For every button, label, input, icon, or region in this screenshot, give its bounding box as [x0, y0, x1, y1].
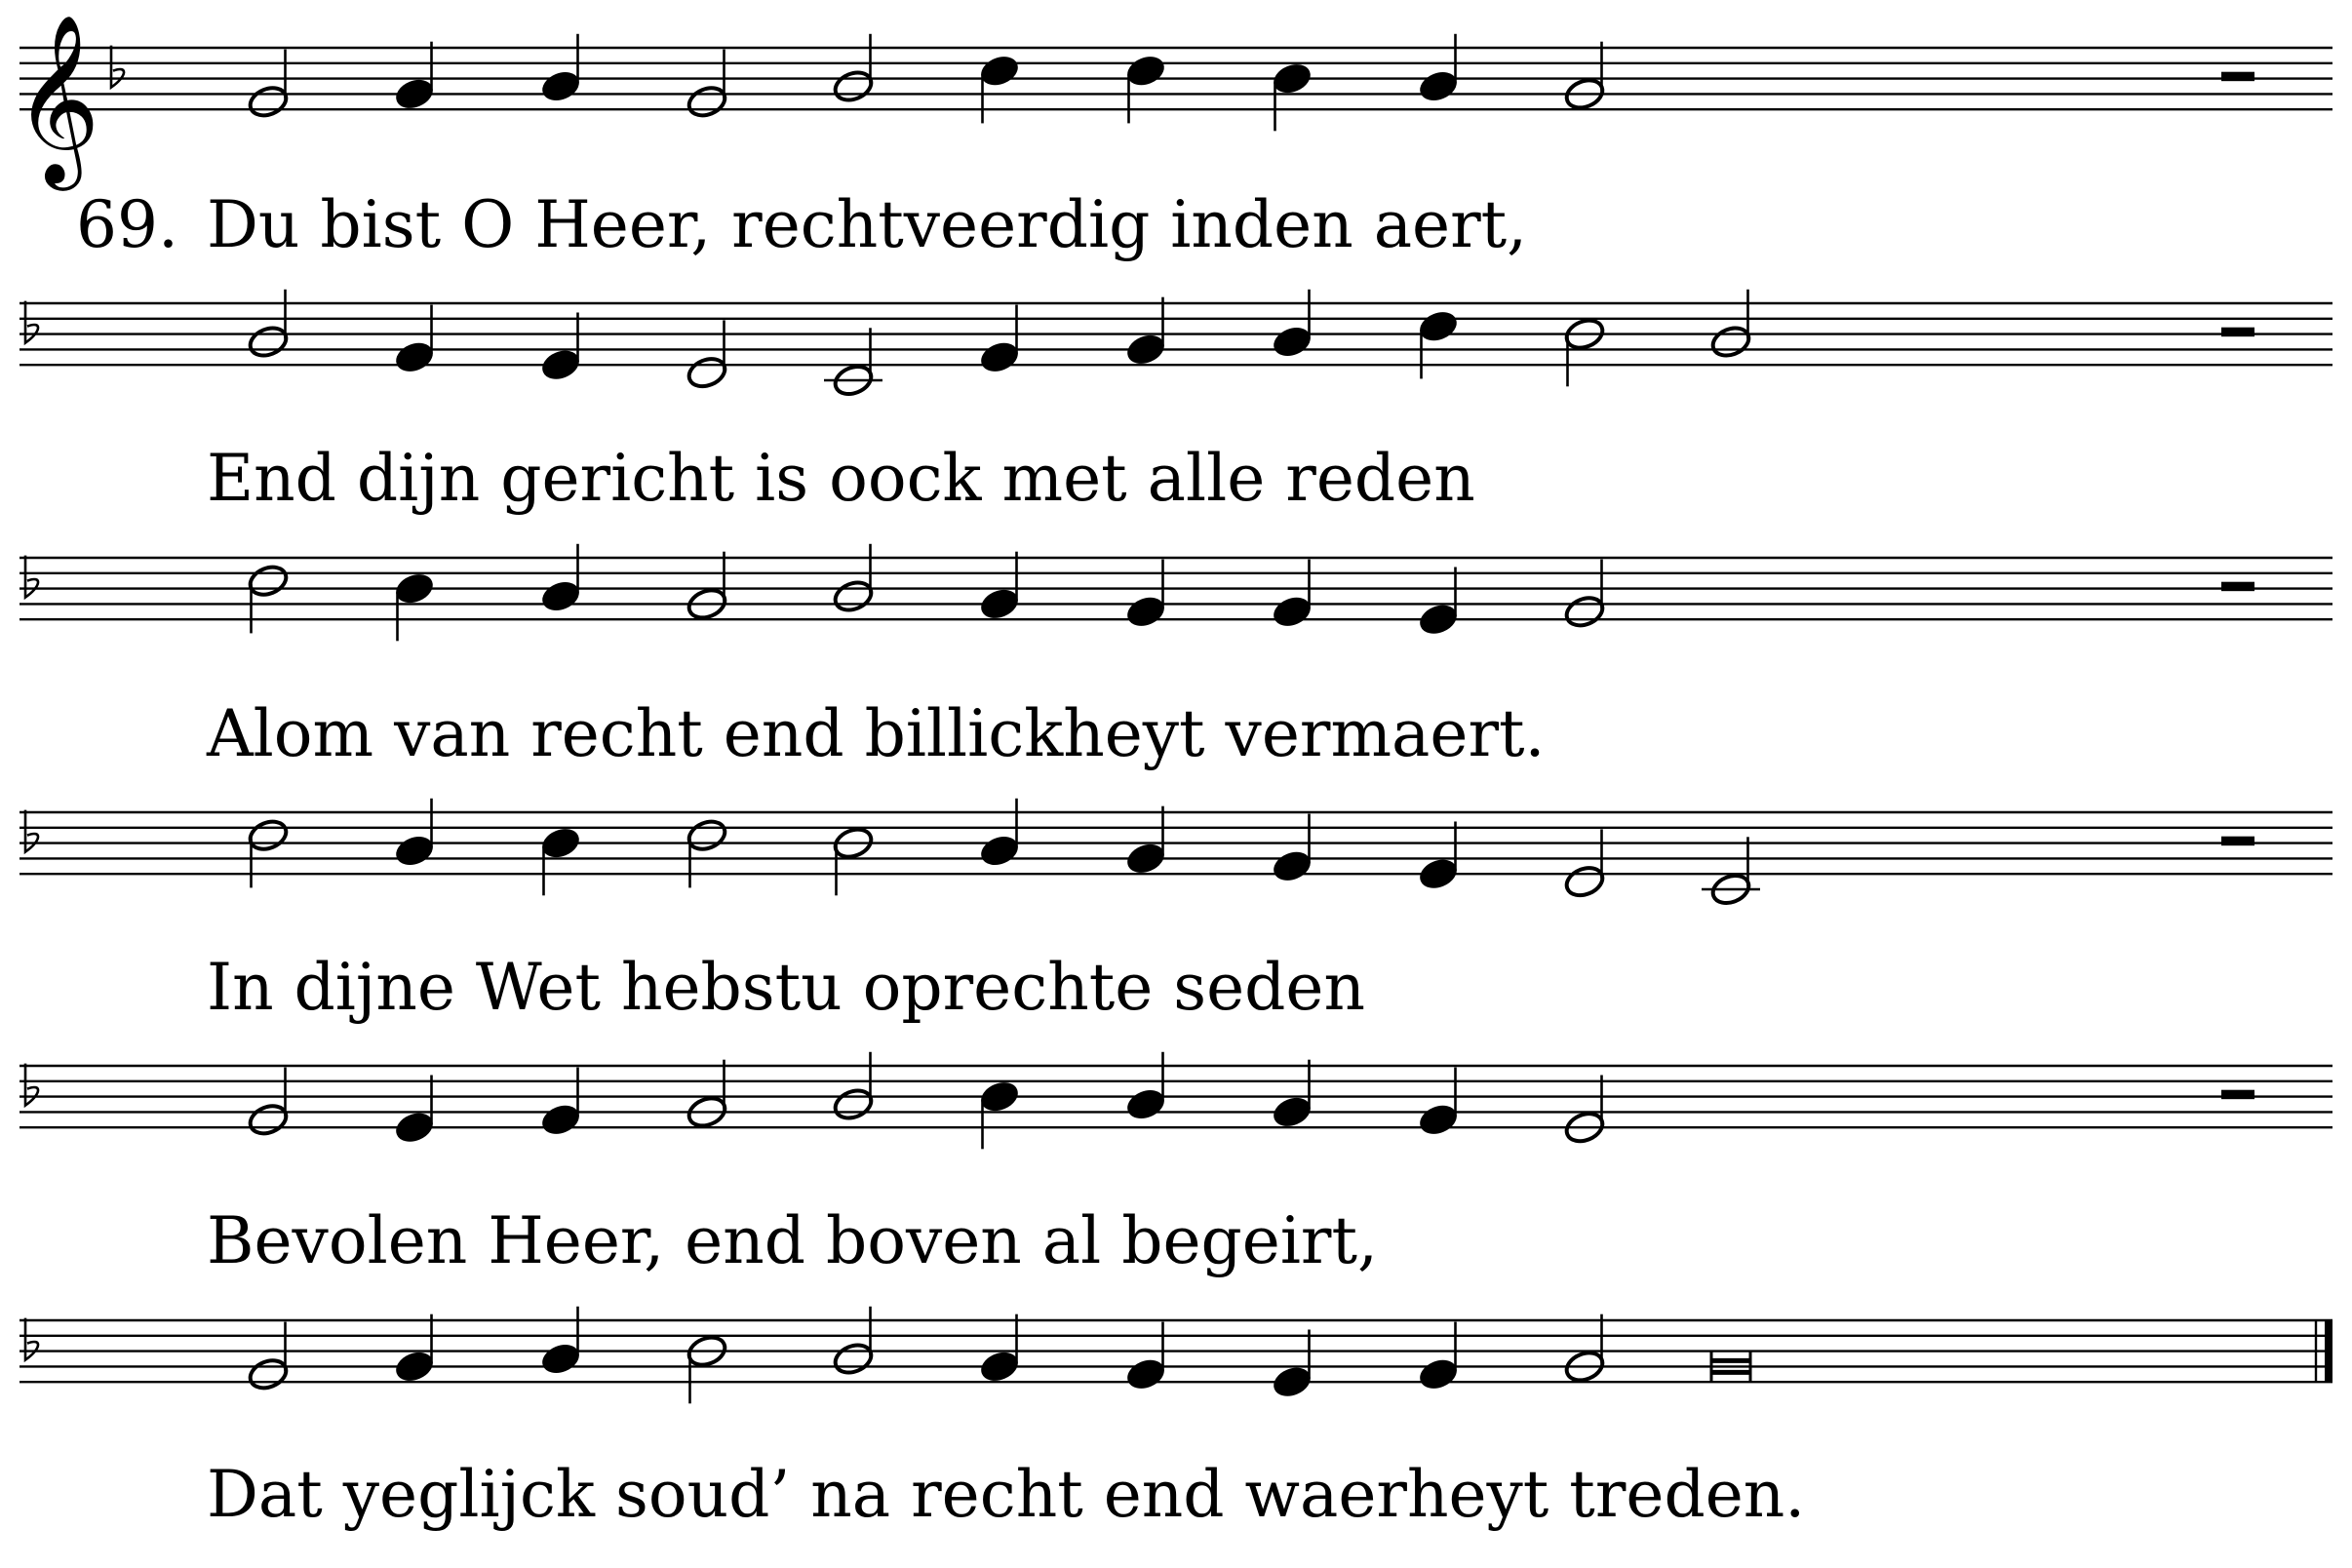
note	[1271, 1329, 1314, 1400]
note	[393, 42, 437, 113]
quarter-note-head	[539, 346, 583, 383]
half-note-head	[832, 67, 876, 104]
note	[1563, 1314, 1607, 1386]
quarter-note-head	[393, 1109, 437, 1146]
staff-system-2	[20, 290, 2332, 399]
half-note-head	[686, 817, 729, 854]
half-note-head	[1563, 593, 1607, 630]
staff-system-4	[20, 799, 2332, 908]
quarter-note-head	[978, 1348, 1022, 1385]
note	[1563, 829, 1607, 900]
half-note-head	[247, 1355, 291, 1392]
quarter-note-head	[1271, 593, 1314, 630]
note	[1271, 59, 1314, 131]
quarter-note-head	[1417, 1355, 1461, 1392]
note	[978, 552, 1022, 623]
quarter-note-head	[393, 832, 437, 869]
note	[1124, 806, 1168, 878]
rest-icon	[2221, 328, 2254, 336]
half-note-head	[247, 1101, 291, 1138]
quarter-note-head	[539, 1101, 583, 1138]
quarter-note-head	[539, 824, 583, 861]
half-note-head	[686, 83, 729, 120]
flat-icon	[25, 556, 38, 598]
note	[1271, 1060, 1314, 1131]
note	[393, 1075, 437, 1146]
quarter-note-head	[1271, 1363, 1314, 1400]
note	[686, 1060, 729, 1131]
flat-icon	[25, 810, 38, 852]
lyric-line-2: End dijn gericht is oock met alle reden	[207, 441, 1475, 516]
quarter-note-head	[393, 569, 437, 607]
note	[1417, 821, 1461, 892]
note	[824, 328, 882, 399]
quarter-note-head	[978, 53, 1022, 90]
quarter-note-head	[978, 338, 1022, 375]
rest-icon	[2221, 837, 2254, 845]
staff-system-1	[14, 14, 2332, 191]
psalm-number: 69.	[76, 187, 178, 262]
half-note-head	[1563, 863, 1607, 900]
quarter-note-head	[1271, 59, 1314, 97]
staff-system-3	[20, 544, 2332, 642]
half-note-head	[247, 83, 291, 120]
quarter-note-head	[1124, 1085, 1168, 1122]
note	[1702, 837, 1760, 908]
half-note-head	[247, 323, 291, 360]
half-note-head	[832, 1340, 876, 1377]
note	[1124, 297, 1168, 369]
lyric-line-6: Dat yeglijck soud’ na recht end waerheyt treden.	[207, 1457, 1806, 1532]
rest-icon	[2221, 582, 2254, 591]
quarter-note-head	[1417, 1101, 1461, 1138]
lyric-line-5: Bevolen Heer, end boven al begeirt,	[207, 1203, 1378, 1278]
quarter-note-head	[393, 75, 437, 112]
treble-clef-icon: 𝄞	[14, 14, 100, 184]
note	[539, 312, 583, 383]
quarter-note-head	[1271, 847, 1314, 884]
half-note-head	[247, 817, 291, 854]
quarter-note-head	[539, 1340, 583, 1377]
staff-system-5	[20, 1052, 2332, 1150]
half-note-head	[1709, 323, 1753, 360]
quarter-note-head	[1124, 53, 1168, 90]
note	[686, 552, 729, 623]
quarter-note-head	[978, 832, 1022, 869]
quarter-note-head	[978, 585, 1022, 622]
quarter-note-head	[978, 1078, 1022, 1115]
quarter-note-head	[393, 338, 437, 375]
note	[686, 320, 729, 391]
note	[832, 824, 876, 895]
lyric-line-4: In dijne Wet hebstu oprechte seden	[207, 950, 1365, 1025]
note	[978, 1314, 1022, 1386]
quarter-note-head	[1417, 601, 1461, 638]
quarter-note-head	[1124, 331, 1168, 368]
flat-icon	[111, 46, 124, 88]
note	[1563, 315, 1607, 386]
note	[393, 1314, 437, 1386]
note	[393, 569, 437, 641]
quarter-note-head	[1271, 1093, 1314, 1130]
rest-icon	[2221, 72, 2254, 81]
quarter-note-head	[1124, 593, 1168, 630]
quarter-note-head	[539, 67, 583, 104]
flat-icon	[25, 301, 38, 343]
note	[1563, 1075, 1607, 1146]
note	[1417, 567, 1461, 638]
flat-icon	[25, 1064, 38, 1106]
half-note-head	[247, 563, 291, 600]
note	[978, 1078, 1022, 1149]
half-note-head	[686, 354, 729, 391]
quarter-note-head	[1417, 855, 1461, 892]
quarter-note-head	[1271, 323, 1314, 360]
note	[686, 1332, 729, 1403]
lyric-line-1: Du bist O Heer, rechtveerdig inden aert,	[207, 187, 1528, 262]
quarter-note-head	[1417, 67, 1461, 104]
quarter-note-head	[393, 1348, 437, 1385]
note	[1563, 42, 1607, 113]
half-note-head	[832, 1085, 876, 1122]
flat-icon	[25, 1318, 38, 1360]
half-note-head	[832, 577, 876, 614]
note	[539, 824, 583, 895]
quarter-note-head	[1124, 840, 1168, 877]
rest-icon	[2221, 1090, 2254, 1099]
quarter-note-head	[1124, 1355, 1168, 1392]
quarter-note-head	[539, 577, 583, 614]
staff-system-6	[20, 1307, 2332, 1404]
lyric-line-3: Alom van recht end billickheyt vermaert.	[207, 696, 1546, 771]
quarter-note-head	[1417, 308, 1461, 345]
